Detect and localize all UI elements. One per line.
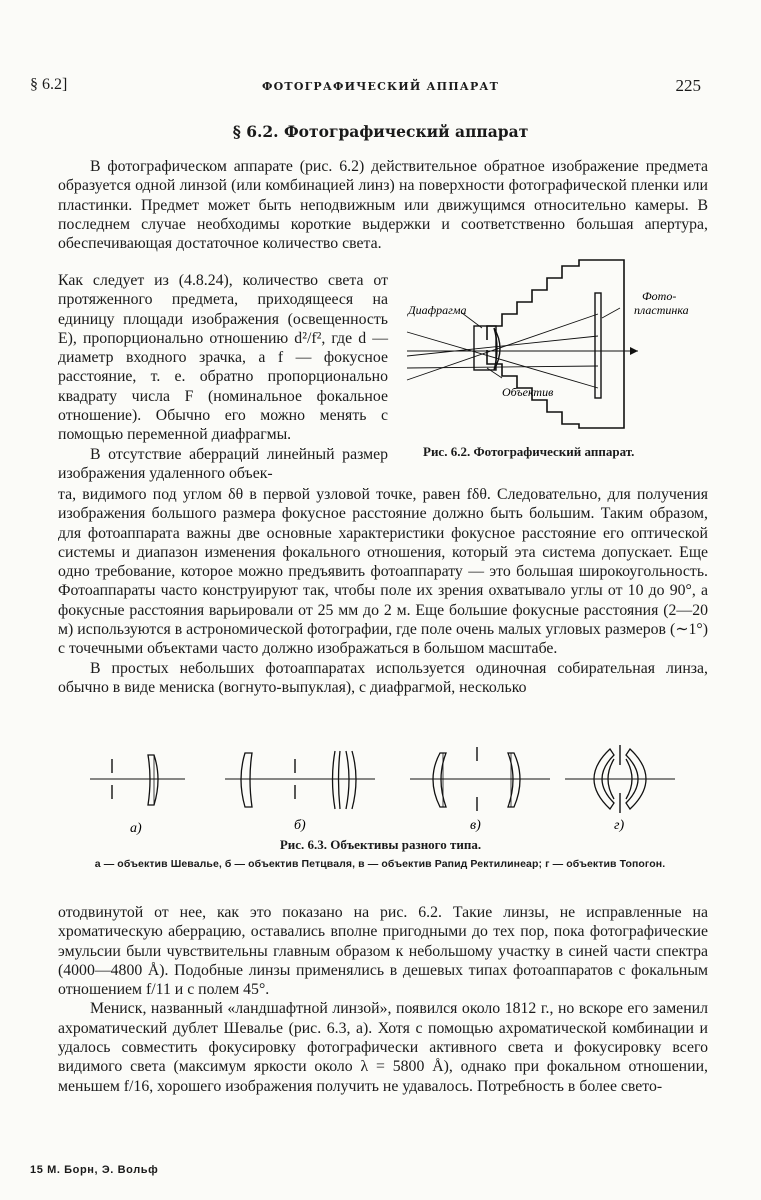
paragraph-3 bbox=[58, 903, 708, 1096]
figure-6-2-caption: Рис. 6.2. Фотографический аппарат. bbox=[423, 444, 635, 459]
label-lens: Объектив bbox=[502, 385, 554, 399]
lens-topogon bbox=[565, 745, 675, 813]
sub-label-d: г) bbox=[614, 818, 625, 833]
paragraph-text: В отсутствие аберраций линейный размер изображения удаленного объек- bbox=[58, 445, 388, 482]
lens-petzval bbox=[225, 751, 375, 809]
footer-signature: 15 М. Борн, Э. Вольф bbox=[30, 1164, 159, 1176]
figure-6-3-legend: а — объектив Шевалье, б — объектив Петцваля, в — объектив Рапид Ректилинеар; г — объектив Топогон. bbox=[94, 858, 666, 870]
sub-label-a: а) bbox=[130, 821, 142, 835]
figure-6-2 bbox=[402, 258, 732, 438]
paragraph-2 bbox=[58, 485, 708, 697]
header-section-ref: § 6.2] bbox=[30, 76, 68, 93]
sub-label-c: в) bbox=[470, 818, 481, 833]
lens-chevalier bbox=[90, 755, 185, 805]
paragraph-1 bbox=[58, 157, 708, 253]
label-plate-1: Фото- bbox=[642, 289, 677, 303]
sub-label-b: б) bbox=[294, 818, 306, 833]
paragraph-text: Как следует из (4.8.24), количество света от протяженного предмета, приходящееся на единицу площади изображения (освещенность E), пропорционально отношению d²/f², где d — диаметр входного зрачка, а f — фокусное расстояние, т. е. обратно пропорционально квадрату числа F (номинальное фокальное отношение). Обычно его можно менять с помощью переменной диафрагмы. bbox=[58, 272, 388, 444]
figure-6-3 bbox=[80, 735, 761, 835]
paragraph-text: та, видимого под углом δθ в первой узловой точке, равен fδθ. Следовательно, для получения изображения большого размера фокусное расстояние должно быть большим. Таким образом, для фотоаппарата важны две основные характеристики фокусное расстояние его оптической системы и диапазон изменения фокального отношения, который эта система допускает. Еще одно требование, которое можно предъявить фотоаппарату — это большая широкоугольность. Фотоаппараты часто конструируют так, чтобы поле их зрения охватывало углы от 10 до 90°, а фокусные расстояния варьировали от 25 мм до 2 м. Еще большие фокусные расстояния (2—20 м) используются в астрономической фотографии, где поле очень малых угловых размеров (∼1°) с точечными объектами часто должно изображаться в большом масштабе. bbox=[58, 486, 708, 658]
figure-6-3-caption: Рис. 6.3. Объективы разного типа. bbox=[279, 837, 482, 852]
section-title: § 6.2. Фотографический аппарат bbox=[232, 122, 529, 141]
paragraph-text: отодвинутой от нее, как это показано на рис. 6.2. Такие линзы, не исправленные на хроматическую аберрацию, оставались вполне пригодными до тех пор, пока фотографические эмульсии были чувствительны главным образом к небольшому участку в синей части спектра (4000—4800 Å). Подобные линзы применялись в дешевых типах фотоаппаратов с фокальным отношением f/11 и с полем 45°. bbox=[58, 904, 708, 999]
running-title: ФОТОГРАФИЧЕСКИЙ АППАРАТ bbox=[262, 80, 499, 93]
page-number: 225 bbox=[675, 76, 701, 95]
lens-rapid-rectilinear bbox=[410, 747, 550, 811]
label-plate-2: пластинка bbox=[634, 303, 689, 317]
label-diaphragm: Диафрагма bbox=[408, 303, 467, 317]
paragraph-text: Мениск, названный «ландшафтной линзой», появился около 1812 г., но вскоре его заменил ахроматический дублет Шевалье (рис. 6.3, а). Хотя с помощью ахроматической комбинации и удалось совместить фокусировку фотографически активного света и фокусировку всего видимого света (максимум яркости около λ = 5800 Å), однако при фокальном отношении, меньшем f/16, хорошего изображения получить не удавалось. Потребность в более свето- bbox=[58, 1000, 708, 1095]
paragraph-text: В фотографическом аппарате (рис. 6.2) действительное обратное изображение предмета образуется одной линзой (или комбинацией линз) на поверхности фотографической пленки или пластинки. Предмет может быть неподвижным или движущимся относительно камеры. В последнем случае необходимы короткие выдержки и соответственно большая апертура, обеспечивающая достаточное количество света. bbox=[58, 158, 708, 253]
photo-plate bbox=[595, 293, 601, 398]
paragraph-left-column bbox=[58, 271, 388, 483]
paragraph-text: В простых небольших фотоаппаратах используется одиночная собирательная линза, обычно в виде мениска (вогнуто-выпуклая), с диафрагмой, несколько bbox=[58, 659, 708, 696]
bellows-top bbox=[487, 260, 624, 428]
